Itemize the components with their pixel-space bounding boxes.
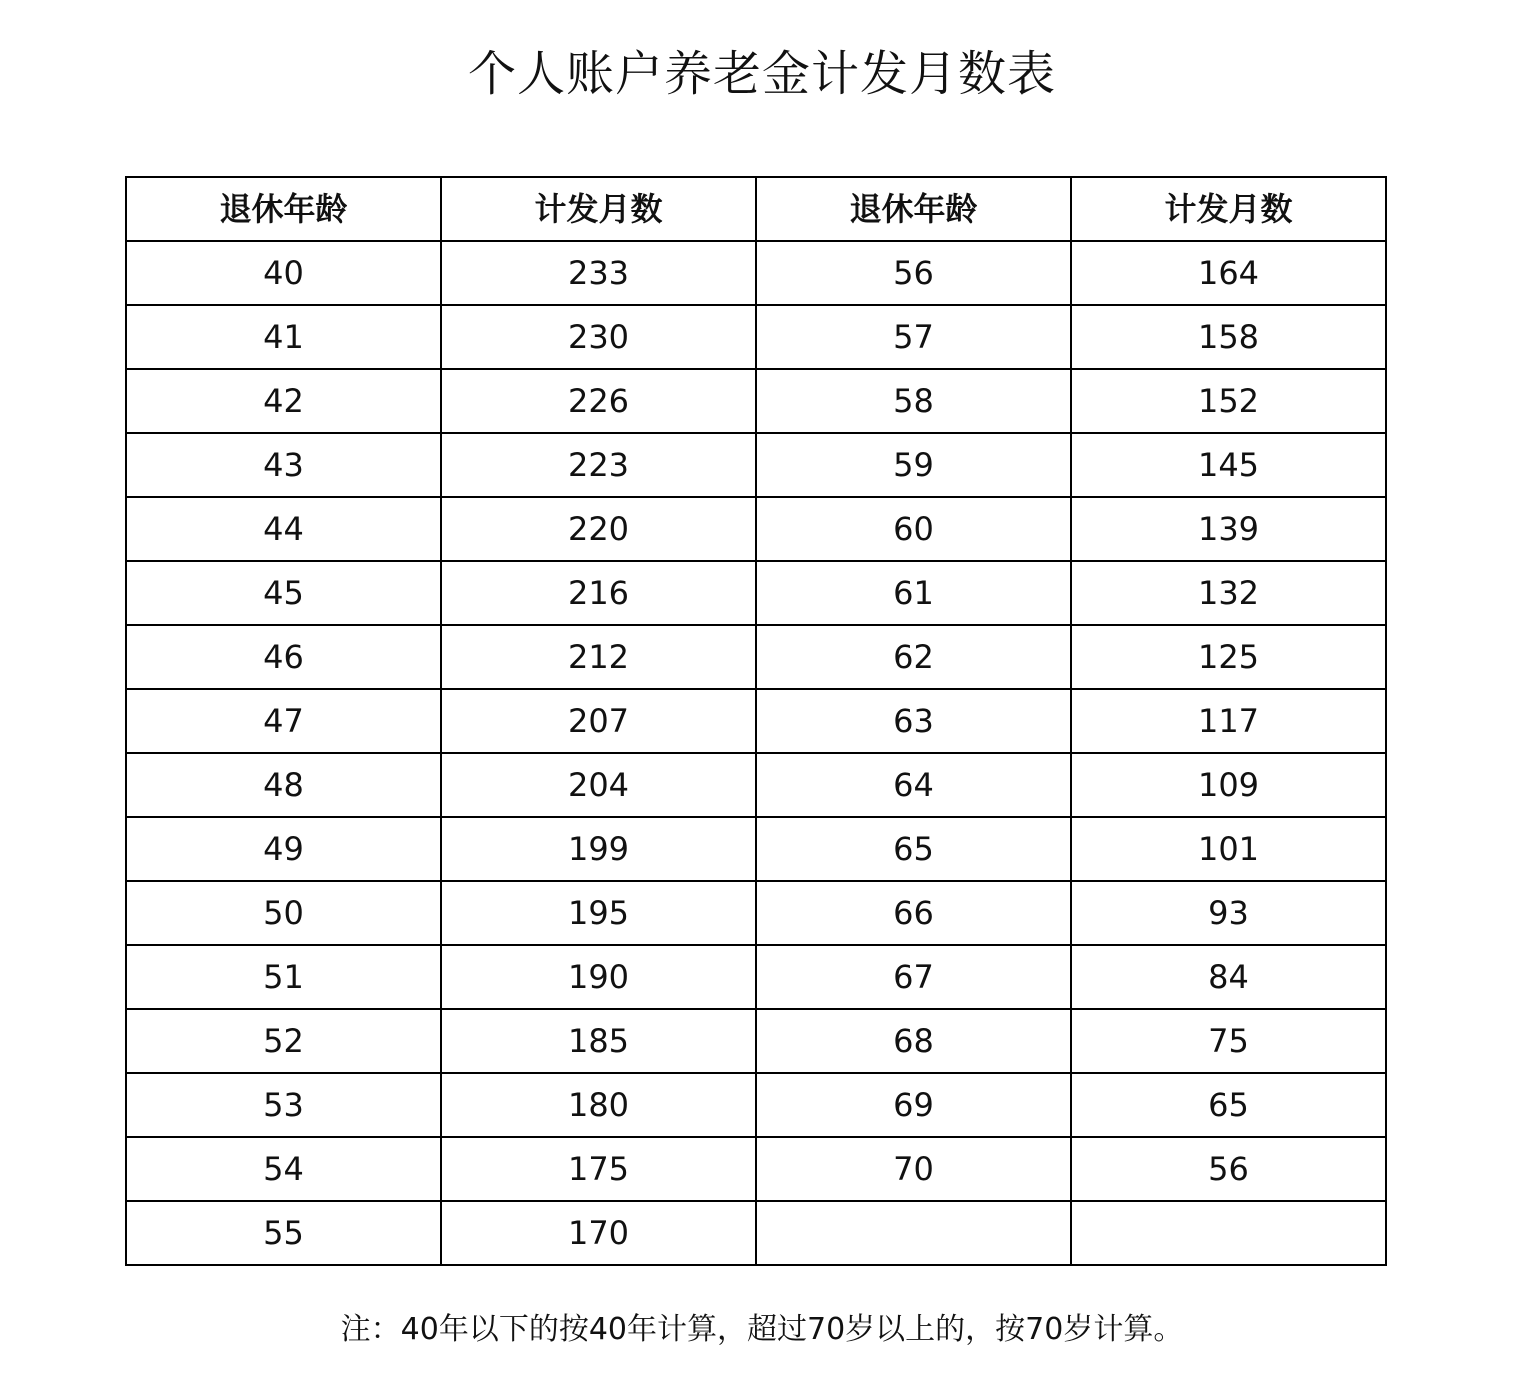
cell-retire-age-2: 70 — [756, 1137, 1071, 1201]
cell-payout-months-1: 185 — [441, 1009, 756, 1073]
cell-retire-age-1: 54 — [126, 1137, 441, 1201]
cell-retire-age-2: 68 — [756, 1009, 1071, 1073]
cell-payout-months-2: 56 — [1071, 1137, 1386, 1201]
cell-retire-age-2: 62 — [756, 625, 1071, 689]
header-retire-age-2: 退休年龄 — [756, 177, 1071, 241]
cell-payout-months-1: 207 — [441, 689, 756, 753]
cell-retire-age-1: 52 — [126, 1009, 441, 1073]
table-row — [126, 881, 1386, 945]
months-table-container — [125, 176, 1387, 1266]
table-header-row — [126, 177, 1386, 241]
cell-retire-age-2: 65 — [756, 817, 1071, 881]
header-payout-months-2: 计发月数 — [1071, 177, 1386, 241]
cell-payout-months-1: 212 — [441, 625, 756, 689]
cell-retire-age-1: 43 — [126, 433, 441, 497]
cell-retire-age-2: 63 — [756, 689, 1071, 753]
cell-retire-age-2: 56 — [756, 241, 1071, 305]
table-row — [126, 241, 1386, 305]
table-row — [126, 1201, 1386, 1265]
cell-retire-age-2: 66 — [756, 881, 1071, 945]
cell-retire-age-1: 40 — [126, 241, 441, 305]
cell-payout-months-2: 101 — [1071, 817, 1386, 881]
cell-payout-months-1: 230 — [441, 305, 756, 369]
cell-payout-months-2: 93 — [1071, 881, 1386, 945]
cell-retire-age-2: 59 — [756, 433, 1071, 497]
cell-retire-age-2: 69 — [756, 1073, 1071, 1137]
table-row — [126, 1137, 1386, 1201]
table-row — [126, 625, 1386, 689]
cell-retire-age-1: 46 — [126, 625, 441, 689]
cell-payout-months-1: 226 — [441, 369, 756, 433]
cell-retire-age-2: 61 — [756, 561, 1071, 625]
header-payout-months-1: 计发月数 — [441, 177, 756, 241]
cell-retire-age-1: 41 — [126, 305, 441, 369]
cell-retire-age-2: 60 — [756, 497, 1071, 561]
cell-payout-months-2: 139 — [1071, 497, 1386, 561]
cell-retire-age-1: 50 — [126, 881, 441, 945]
months-table — [125, 176, 1387, 1266]
table-row — [126, 369, 1386, 433]
table-row — [126, 689, 1386, 753]
table-row — [126, 1073, 1386, 1137]
cell-retire-age-1: 47 — [126, 689, 441, 753]
cell-payout-months-1: 199 — [441, 817, 756, 881]
cell-payout-months-2 — [1071, 1201, 1386, 1265]
table-row — [126, 945, 1386, 1009]
table-row — [126, 561, 1386, 625]
cell-payout-months-2: 152 — [1071, 369, 1386, 433]
cell-payout-months-1: 216 — [441, 561, 756, 625]
cell-payout-months-2: 132 — [1071, 561, 1386, 625]
cell-payout-months-1: 190 — [441, 945, 756, 1009]
table-row — [126, 753, 1386, 817]
cell-payout-months-2: 158 — [1071, 305, 1386, 369]
cell-retire-age-1: 48 — [126, 753, 441, 817]
cell-payout-months-2: 145 — [1071, 433, 1386, 497]
cell-payout-months-2: 109 — [1071, 753, 1386, 817]
cell-retire-age-1: 42 — [126, 369, 441, 433]
table-body — [126, 241, 1386, 1265]
cell-payout-months-2: 84 — [1071, 945, 1386, 1009]
cell-payout-months-1: 223 — [441, 433, 756, 497]
cell-retire-age-2: 58 — [756, 369, 1071, 433]
cell-payout-months-1: 195 — [441, 881, 756, 945]
cell-payout-months-2: 117 — [1071, 689, 1386, 753]
cell-payout-months-1: 220 — [441, 497, 756, 561]
cell-retire-age-1: 51 — [126, 945, 441, 1009]
cell-payout-months-2: 125 — [1071, 625, 1386, 689]
footnote: 注：40年以下的按40年计算，超过70岁以上的，按70岁计算。 — [340, 1312, 1184, 1347]
table-row — [126, 305, 1386, 369]
header-retire-age-1: 退休年龄 — [126, 177, 441, 241]
table-row — [126, 497, 1386, 561]
cell-payout-months-1: 180 — [441, 1073, 756, 1137]
cell-payout-months-1: 233 — [441, 241, 756, 305]
cell-retire-age-2 — [756, 1201, 1071, 1265]
cell-payout-months-2: 65 — [1071, 1073, 1386, 1137]
cell-payout-months-1: 204 — [441, 753, 756, 817]
cell-retire-age-1: 45 — [126, 561, 441, 625]
table-row — [126, 1009, 1386, 1073]
table-row — [126, 433, 1386, 497]
page-title: 个人账户养老金计发月数表 — [467, 46, 1056, 102]
cell-payout-months-2: 164 — [1071, 241, 1386, 305]
cell-retire-age-1: 55 — [126, 1201, 441, 1265]
cell-retire-age-1: 53 — [126, 1073, 441, 1137]
cell-retire-age-1: 49 — [126, 817, 441, 881]
table-row — [126, 817, 1386, 881]
cell-payout-months-1: 175 — [441, 1137, 756, 1201]
cell-retire-age-2: 67 — [756, 945, 1071, 1009]
cell-retire-age-1: 44 — [126, 497, 441, 561]
cell-retire-age-2: 57 — [756, 305, 1071, 369]
cell-payout-months-2: 75 — [1071, 1009, 1386, 1073]
cell-retire-age-2: 64 — [756, 753, 1071, 817]
cell-payout-months-1: 170 — [441, 1201, 756, 1265]
